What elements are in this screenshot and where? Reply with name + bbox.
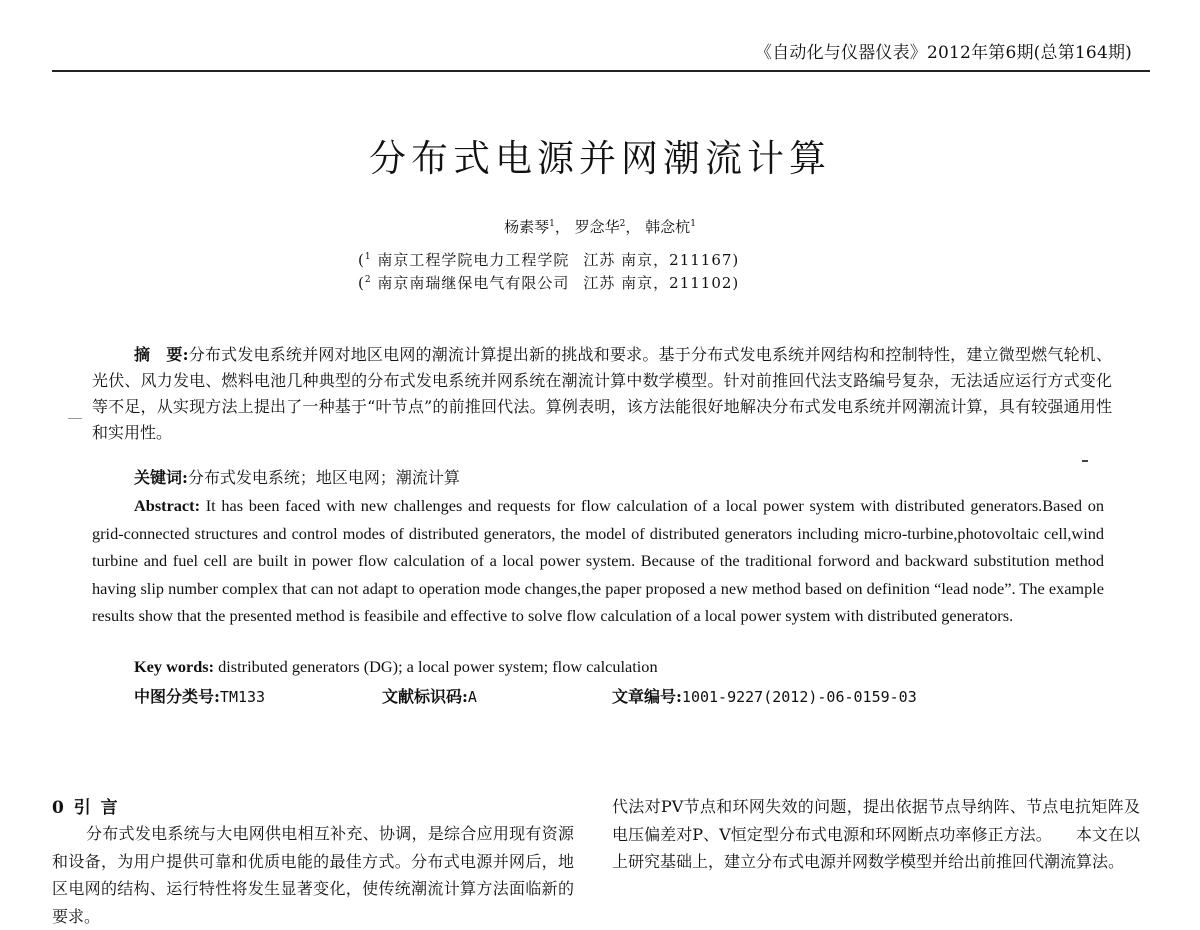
- affiliation-mark: 2: [364, 275, 372, 285]
- running-head: 《自动化与仪器仪表》2012年第6期(总第164期): [755, 43, 1132, 63]
- body-left-column: 分布式发电系统与大电网供电相互补充、协调，是综合应用现有资源和设备，为用户提供可靠和优质电能的最佳方式。分布式电源并网后，地区电网的结构、运行特性将发生显著变化，使传统潮流计算方法面临新的要求。: [52, 824, 574, 926]
- keywords-cn-text: 分布式发电系统；地区电网；潮流计算: [187, 468, 460, 487]
- section-number: 0: [52, 798, 66, 818]
- affiliation-place: 江苏 南京，211167): [583, 251, 740, 269]
- document-code: [382, 684, 477, 707]
- author-mark: 2: [619, 219, 626, 229]
- body-right-column: 代法对PV节点和环网失效的问题，提出依据节点导纳阵、节点电抗矩阵及电压偏差对P、V恒定型分布式电源和环网断点功率修正方法。 本文在以上研究基础上，建立分布式电源并网数学模型并给出前推回代潮流算法。: [612, 797, 1140, 871]
- clc-number: [134, 684, 265, 707]
- article-number: [612, 684, 917, 707]
- article-value: 1001-9227(2012)-06-0159-03: [681, 688, 917, 706]
- keywords-english: [134, 657, 658, 677]
- paper-title: 分布式电源并网潮流计算: [369, 137, 831, 180]
- author-separator: ，: [625, 218, 641, 236]
- author-name: 杨素琴: [504, 218, 550, 236]
- keywords-cn-label: 关键词:: [134, 468, 188, 487]
- affiliation-1: [358, 249, 739, 270]
- author-mark: 1: [690, 219, 696, 229]
- abstract-en-label: Abstract:: [134, 496, 201, 515]
- classification-line: [134, 684, 1034, 710]
- abstract-cn-label: 摘 要:: [134, 345, 189, 364]
- affiliation-open: (: [358, 251, 365, 269]
- scan-tick: [1082, 460, 1088, 462]
- author-name: 罗念华: [574, 218, 620, 236]
- abstract-chinese: [92, 342, 1112, 446]
- author-separator: ，: [554, 218, 570, 236]
- affiliation-org: 南京工程学院电力工程学院: [377, 251, 570, 269]
- clc-value: TM133: [219, 688, 266, 706]
- keywords-en-label: Key words:: [134, 657, 215, 676]
- header-rule: [52, 70, 1150, 72]
- affiliation-org: 南京南瑞继保电气有限公司: [377, 274, 570, 292]
- abstract-cn-text: 分布式发电系统并网对地区电网的潮流计算提出新的挑战和要求。基于分布式发电系统并网结构和控制特性，建立微型燃气轮机、光伏、风力发电、燃料电池几种典型的分布式发电系统并网系统在潮流计算中数学模型。针对前推回代法支路编号复杂，无法适应运行方式变化等不足，从实现方法上提出了一种基于“叶节点”的前推回代法。算例表明，该方法能很好地解决分布式发电系统并网潮流计算，具有较强通用性和实用性。: [92, 345, 1112, 442]
- scan-mark: [68, 418, 82, 419]
- author-mark: 1: [549, 219, 555, 229]
- affiliation-open: (: [358, 274, 365, 292]
- affiliation-mark: 1: [364, 252, 372, 262]
- author-line: [0, 216, 1200, 237]
- doc-label: 文献标识码:: [382, 687, 468, 706]
- keywords-chinese: [134, 465, 460, 488]
- abstract-english: [92, 492, 1104, 630]
- author-name: 韩念杭: [645, 218, 691, 236]
- keywords-en-text: distributed generators (DG); a local power system; flow calculation: [218, 657, 658, 676]
- article-label: 文章编号:: [612, 687, 682, 706]
- clc-label: 中图分类号:: [134, 687, 220, 706]
- doc-value: A: [467, 688, 477, 706]
- abstract-en-text: It has been faced with new challenges and requests for flow calculation of a local power system with distributed generators.Based on grid-connected structures and control modes of distributed generators, the model of distributed generators including micro-turbine,photovoltaic cell,wind turbine and fuel cell are built in power flow calculation of a local power system. Because of the traditional forword and backward substitution method having slip number complex that can not adapt to operation mode changes,the paper proposed a new method based on definition “lead node”. The example results show that the presented method is feasibile and effective to solve flow calculation of a local power system with distributed generators.: [92, 496, 1104, 625]
- section-heading: [52, 793, 120, 818]
- affiliation-place: 江苏 南京，211102): [583, 274, 740, 292]
- affiliation-2: [358, 272, 739, 293]
- section-title: 引 言: [73, 798, 120, 818]
